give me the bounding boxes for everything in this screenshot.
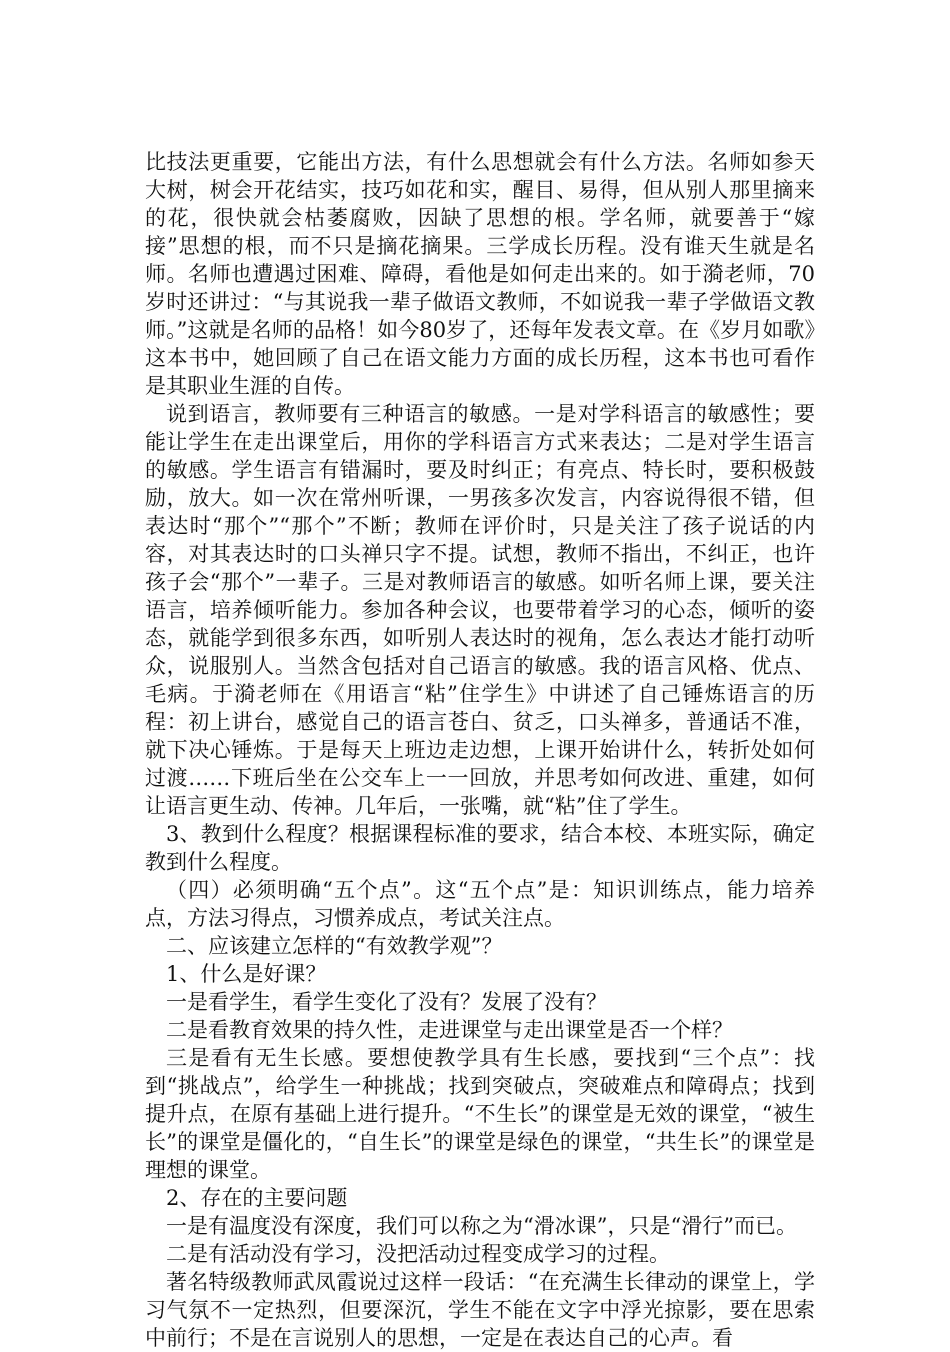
paragraph-1: 比技法更重要，它能出方法，有什么思想就会有什么方法。名师如参天大树，树会开花结实，技巧如花和实，醒目、易得，但从别人那里摘来的花，很快就会枯萎腐败，因缺了思想的根。学名师，就要善于“嫁接”思想的根，而不只是摘花摘果。三学成长历程。没有谁天生就是名师。名师也遭遇过困难、障碍，看他是如何走出来的。如于漪老师，70岁时还讲过：“与其说我一辈子做语文教师，不如说我一辈子学做语文教师。”这就是名师的品格！如今80岁了，还每年发表文章。在《岁月如歌》这本书中，她回顾了自己在语文能力方面的成长历程，这本书也可看作是其职业生涯的自传。 (145, 150, 815, 398)
subheading-main-problems: 2、存在的主要问题 (166, 1186, 348, 1210)
paragraph-8: 二是看教育效果的持久性，走进课堂与走出课堂是否一个样？ (166, 1018, 733, 1042)
paragraph-9: 三是看有无生长感。要想使教学具有生长感，要找到“三个点”：找到“挑战点”，给学生一种挑战；找到突破点，突破难点和障碍点；找到提升点，在原有基础上进行提升。“不生长”的课堂是无效的课堂，“被生长”的课堂是僵化的，“自生长”的课堂是绿色的课堂，“共生长”的课堂是理想的课堂。 (145, 1046, 815, 1182)
subheading-good-lesson: 1、什么是好课？ (166, 962, 327, 986)
paragraph-11: 一是有温度没有深度，我们可以称之为“滑冰课”，只是“滑行”而已。 (166, 1214, 797, 1238)
document-body (145, 148, 815, 1352)
paragraph-13: 著名特级教师武凤霞说过这样一段话：“在充满生长律动的课堂上，学习气氛不一定热烈，但要深沉，学生不能在文字中浮光掠影，要在思索中前行；不是在言说别人的思想，一定是在表达自己的心声。看 (145, 1270, 815, 1350)
paragraph-7: 一是看学生，看学生变化了没有？发展了没有？ (166, 990, 607, 1014)
paragraph-2: 说到语言，教师要有三种语言的敏感。一是对学科语言的敏感性；要能让学生在走出课堂后，用你的学科语言方式来表达；二是对学生语言的敏感。学生语言有错漏时，要及时纠正；有亮点、特长时，要积极鼓励，放大。如一次在常州听课，一男孩多次发言，内容说得很不错，但表达时“那个”“那个”不断；教师在评价时，只是关注了孩子说话的内容，对其表达时的口头禅只字不提。试想，教师不指出，不纠正，也许孩子会“那个”一辈子。三是对教师语言的敏感。如听名师上课，要关注语言，培养倾听能力。参加各种会议，也要带着学习的心态，倾听的姿态，就能学到很多东西，如听别人表达时的视角，怎么表达才能打动听众，说服别人。当然含包括对自己语言的敏感。我的语言风格、优点、毛病。于漪老师在《用语言“粘”住学生》中讲述了自己锤炼语言的历程：初上讲台，感觉自己的语言苍白、贫乏，口头禅多，普通话不准，就下决心锤炼。于是每天上班边走边想，上课开始讲什么，转折处如何过渡……下班后坐在公交车上一一回放，并思考如何改进、重建，如何让语言更生动、传神。几年后，一张嘴，就“粘”住了学生。 (145, 402, 815, 818)
paragraph-4: （四）必须明确“五个点”。这“五个点”是：知识训练点，能力培养点，方法习得点，习惯养成点，考试关注点。 (145, 878, 815, 930)
paragraph-3: 3、教到什么程度？根据课程标准的要求，结合本校、本班实际，确定教到什么程度。 (145, 822, 815, 874)
paragraph-12: 二是有活动没有学习，没把活动过程变成学习的过程。 (166, 1242, 670, 1266)
section-heading-2: 二、应该建立怎样的“有效教学观”？ (166, 934, 503, 958)
